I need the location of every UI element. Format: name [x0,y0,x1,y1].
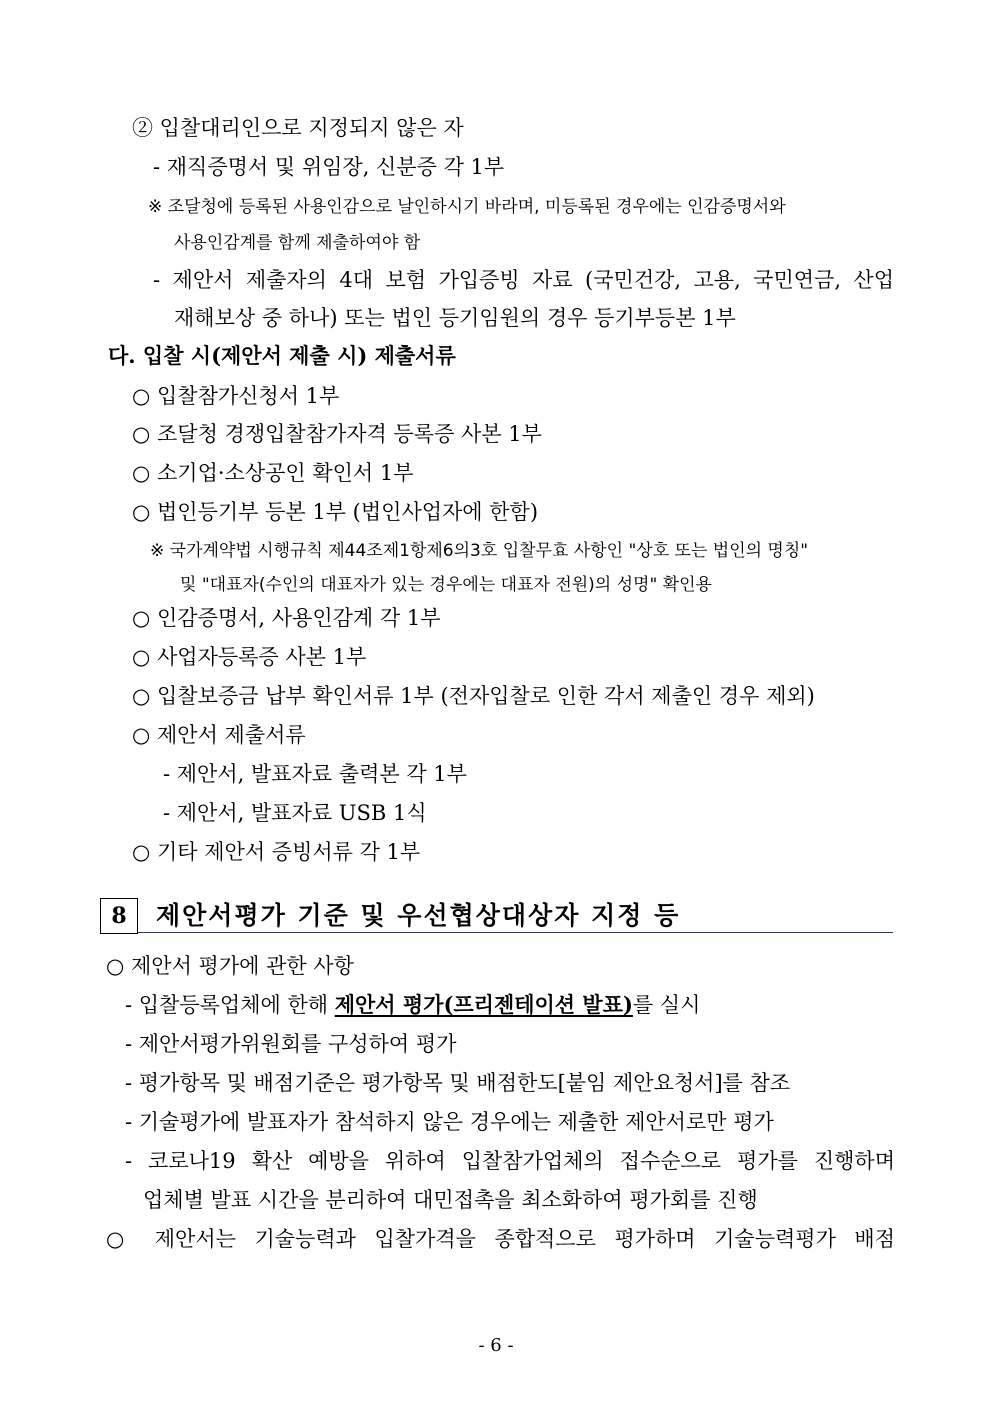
section-number-box: 8 [100,898,138,934]
eval-criteria: - 평가항목 및 배점기준은 평가항목 및 배점한도[붙임 제안요청서]를 참조 [125,1071,791,1095]
eval-absent-presenter: - 기술평가에 발표자가 참석하지 않은 경우에는 제출한 제안서로만 평가 [125,1110,774,1134]
doc-seal-cert: ○ 인감증명서, 사용인감계 각 1부 [132,606,441,630]
subheading-bid-documents: 다. 입찰 시(제안서 제출 시) 제출서류 [108,343,456,368]
doc-registration-cert: ○ 조달청 경쟁입찰참가자격 등록증 사본 1부 [132,422,542,446]
doc-bid-bond: ○ 입찰보증금 납부 확인서류 1부 (전자입찰로 인한 각서 제출인 경우 제외) [132,684,815,708]
section-title: 제안서평가 기준 및 우선협상대상자 지정 등 [156,901,681,930]
eval-presentation-post: 를 실시 [632,993,701,1017]
page-number: - 6 - [478,1335,514,1356]
doc-small-business-cert: ○ 소기업·소상공인 확인서 1부 [132,461,414,485]
eval-presentation-emphasis: 제안서 평가(프리젠테이션 발표) [334,992,633,1017]
eval-covid-line2: 업체별 발표 시간을 분리하여 대민접촉을 최소화하여 평가회를 진행 [143,1188,758,1212]
doc-proposal-set: ○ 제안서 제출서류 [132,723,306,747]
eval-covid-line1: - 코로나19 확산 예방을 위하여 입찰참가업체의 접수순으로 평가를 진행하며 [125,1149,895,1173]
eval-matters: ○ 제안서 평가에 관한 사항 [106,954,354,978]
doc-employment-cert: - 재직증명서 및 위임장, 신분증 각 1부 [153,155,505,179]
eval-presentation-pre: - 입찰등록업체에 한해 [125,993,335,1017]
note-seal-line2: 사용인감계를 함께 제출하여야 함 [174,233,421,253]
section-underline [138,932,893,933]
doc-corporate-registry: ○ 법인등기부 등본 1부 (법인사업자에 한함) [132,500,539,524]
doc-bid-application: ○ 입찰참가신청서 1부 [132,384,340,408]
item-unassigned-agent: ② 입찰대리인으로 지정되지 않은 자 [132,116,464,140]
doc-insurance-line2: 재해보상 중 하나) 또는 법인 등기임원의 경우 등기부등본 1부 [174,306,736,330]
doc-other-evidence: ○ 기타 제안서 증빙서류 각 1부 [132,840,421,864]
doc-proposal-print: - 제안서, 발표자료 출력본 각 1부 [163,762,467,786]
eval-combined-scoring: ○ 제안서는 기술능력과 입찰가격을 종합적으로 평가하며 기술능력평가 배점 [106,1227,895,1251]
eval-presentation [125,991,700,1019]
doc-proposal-usb: - 제안서, 발표자료 USB 1식 [163,801,427,825]
note-seal-line1: ※ 조달청에 등록된 사용인감으로 날인하시기 바라며, 미등록된 경우에는 인감증명서와 [148,197,786,217]
note-contract-law-line1: ※ 국가계약법 시행규칙 제44조제1항제6의3호 입찰무효 사항인 "상호 또는 법인의 명칭" [150,541,809,561]
note-contract-law-line2: 및 "대표자(수인의 대표자가 있는 경우에는 대표자 전원)의 성명" 확인용 [180,575,712,595]
doc-insurance-line1: - 제안서 제출자의 4대 보험 가입증빙 자료 (국민건강, 고용, 국민연금, 산업 [153,268,894,292]
doc-business-registration: ○ 사업자등록증 사본 1부 [132,645,367,669]
eval-committee: - 제안서평가위원회를 구성하여 평가 [125,1032,457,1056]
